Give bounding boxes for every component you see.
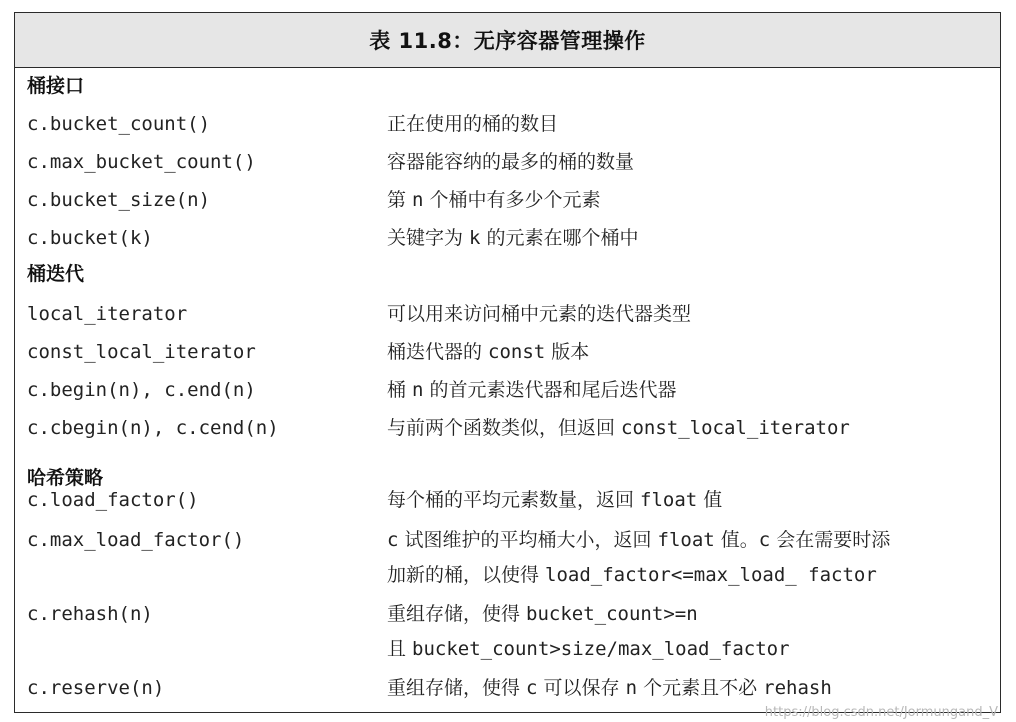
text-fragment: 值。 [714,529,759,551]
text-fragment: 个元素且不必 [637,677,764,699]
operation-code: c.load_factor() [27,489,199,511]
code-fragment: const [488,341,546,363]
operation-description [387,597,992,667]
description-line [387,335,992,370]
text-fragment: 关键字为 [387,227,470,249]
text-fragment: 值 [697,489,723,511]
operation-code: c.begin(n), c.end(n) [27,379,256,401]
table-title: 表 11.8：无序容器管理操作 [369,29,646,53]
text-fragment: 桶 [387,379,413,401]
table-title-bar [15,13,1000,68]
description-line [387,297,992,332]
operation-description [387,373,992,408]
operation-description [387,145,992,180]
code-fragment: n [412,379,424,401]
operation-code: local_iterator [27,303,188,325]
text-fragment: 桶迭代器的 [387,341,489,363]
operation-description [387,411,992,446]
text-fragment: 重组存储，使得 [387,603,527,625]
operation-code: c.bucket_size(n) [27,189,211,211]
code-fragment: c [526,677,538,699]
description-line [387,558,992,593]
text-fragment: 的元素在哪个桶中 [480,227,639,249]
operation-code: c.max_load_factor() [27,529,245,551]
code-fragment: bucket_count>size/max_load_factor [412,638,790,660]
code-fragment: n [412,189,424,211]
section-header-bucket-iteration: 桶迭代 [27,263,85,285]
description-line [387,183,992,218]
operation-description [387,483,992,518]
code-fragment: c [387,529,399,551]
text-fragment: 第 [387,189,413,211]
text-fragment: 加新的桶，以使得 [387,564,546,586]
operation-code: const_local_iterator [27,341,256,363]
text-fragment: 的首元素迭代器和尾后迭代器 [423,379,677,401]
operation-description [387,183,992,218]
text-fragment: 可以用来访问桶中元素的迭代器类型 [387,303,692,325]
code-fragment: bucket_count>=n [526,603,698,625]
operation-description [387,297,992,332]
description-line [387,373,992,408]
description-line [387,523,992,558]
text-fragment: 版本 [545,341,590,363]
description-line [387,483,992,518]
description-line [387,107,992,142]
text-fragment: 重组存储，使得 [387,677,527,699]
code-fragment: rehash [763,677,832,699]
table-frame [14,12,1001,713]
code-fragment: k [469,227,481,249]
section-header-hash-policy: 哈希策略 [27,467,104,489]
text-fragment: 容器能容纳的最多的桶的数量 [387,151,635,173]
watermark: https://blog.csdn.net/Jormungand_V [764,705,998,720]
operation-description [387,221,992,256]
operation-description [387,107,992,142]
operation-code: c.rehash(n) [27,603,153,625]
text-fragment: 正在使用的桶的数目 [387,113,559,135]
operation-description [387,523,992,593]
description-line [387,671,992,706]
text-fragment: 可以保存 [537,677,626,699]
description-line [387,145,992,180]
text-fragment: 个桶中有多少个元素 [423,189,601,211]
operation-code: c.bucket_count() [27,113,211,135]
description-line [387,221,992,256]
code-fragment: const_local_iterator [621,417,850,439]
description-line [387,411,992,446]
text-fragment: 试图维护的平均桶大小，返回 [398,529,658,551]
code-fragment: c [758,529,771,551]
description-line [387,597,992,632]
code-fragment: load_factor<=max_load_ factor [545,564,877,586]
code-fragment: n [625,677,638,699]
operation-code: c.max_bucket_count() [27,151,256,173]
section-header-bucket-interface: 桶接口 [27,75,85,97]
text-fragment: 每个桶的平均元素数量，返回 [387,489,641,511]
operation-code: c.reserve(n) [27,677,165,699]
operation-description [387,335,992,370]
text-fragment: 会在需要时添 [770,529,891,551]
text-fragment: 与前两个函数类似，但返回 [387,417,622,439]
operation-code: c.cbegin(n), c.cend(n) [27,417,279,439]
operation-description [387,671,992,706]
operation-code: c.bucket(k) [27,227,153,249]
code-fragment: float [657,529,715,551]
description-line [387,632,992,667]
code-fragment: float [640,489,698,511]
text-fragment: 且 [387,638,413,660]
